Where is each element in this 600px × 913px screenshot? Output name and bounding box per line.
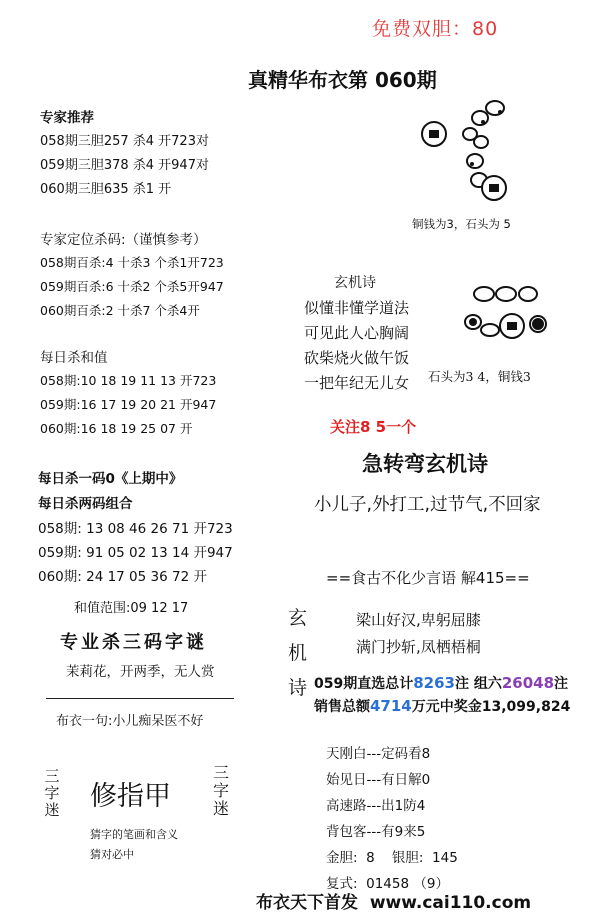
- sales-line-2: [314, 696, 570, 716]
- vertical-title-char: 机: [288, 642, 308, 664]
- expert-line: 058期三胆257 杀4 开723对: [40, 134, 209, 149]
- riddle-title: 专业杀三码字谜: [60, 632, 207, 653]
- xuanji-line: 似懂非懂学道法: [304, 299, 410, 317]
- gold-silver-line: 金胆: 8 银胆: 145: [326, 850, 458, 866]
- daily-kill-two-line: 058期: 13 08 46 26 71 开723: [38, 521, 233, 537]
- figure1-caption: 铜钱为3，石头为 5: [412, 217, 511, 231]
- clue-line: 背包客---有9来5: [326, 824, 426, 840]
- riddle-main: 修指甲: [90, 781, 171, 812]
- clue-line: 天刚白---定码看8: [326, 746, 431, 762]
- verse-line: 满门抄斩,凤栖梧桐: [356, 638, 481, 656]
- coins-stones-figure-2: [458, 280, 550, 350]
- riddle-label-right: 三字迷: [212, 763, 229, 818]
- riddle-note: 猜对必中: [90, 848, 134, 861]
- footer-site: 布衣天下首发 www.cai110.com: [256, 893, 532, 913]
- riddle-note: 猜字的笔画和含义: [90, 828, 178, 841]
- position-kill-line: 060期百杀:2 十杀7 个杀4开: [40, 303, 200, 318]
- buyi-line: 布衣一句:小儿痴呆医不好: [56, 714, 204, 729]
- xuanji-line: 一把年纪无儿女: [304, 374, 410, 392]
- proverb-line: ==食古不化少言语 解415==: [326, 569, 530, 587]
- follow-note: 关注8 5一个: [330, 418, 417, 436]
- sales-label: 注 组六: [454, 676, 502, 692]
- riddle-label-left: 三字迷: [44, 767, 60, 819]
- vertical-title-char: 玄: [288, 607, 308, 629]
- expert-line: 060期三胆635 杀1 开: [40, 182, 172, 197]
- expert-line: 059期三胆378 杀4 开947对: [40, 158, 209, 173]
- daily-kill-one-title: 每日杀一码0《上期中》: [38, 471, 183, 487]
- sales-label: 059期直选总计: [314, 676, 414, 692]
- daily-kill-two-line: 059期: 91 05 02 13 14 开947: [38, 545, 233, 561]
- daily-kill-two-line: 060期: 24 17 05 36 72 开: [38, 569, 207, 585]
- clue-line: 始见日---有日解0: [326, 772, 431, 788]
- daily-sum-line: 059期:16 17 19 20 21 开947: [40, 397, 217, 412]
- direct-total-number: 8263: [413, 674, 455, 692]
- verse-line: 梁山好汉,卑躬屈膝: [356, 611, 481, 629]
- xuanji-line: 可见此人心胸阔: [304, 324, 410, 342]
- page-title: 真精华布衣第 060期: [248, 68, 437, 92]
- expert-title: 专家推荐: [40, 110, 94, 126]
- divider: [46, 698, 234, 699]
- compound-line: 复式: 01458 （9）: [326, 876, 449, 892]
- daily-kill-two-title: 每日杀两码组合: [38, 496, 133, 512]
- sales-label: 万元中奖金13,099,824: [411, 699, 571, 715]
- position-kill-line: 058期百杀:4 十杀3 个杀1开723: [40, 255, 224, 270]
- clue-line: 高速路---出1防4: [326, 798, 426, 814]
- position-kill-line: 059期百杀:6 十杀2 个杀5开947: [40, 279, 224, 294]
- figure2-caption: 石头为3 4，铜钱3: [428, 369, 531, 384]
- sales-total-number: 4714: [370, 697, 412, 715]
- sales-label: 注: [554, 676, 569, 692]
- daily-sum-line: 058期:10 18 19 11 13 开723: [40, 373, 217, 388]
- brain-teaser-title: 急转弯玄机诗: [362, 452, 488, 476]
- sales-line-1: [314, 673, 568, 693]
- daily-sum-title: 每日杀和值: [40, 350, 108, 366]
- position-kill-title: 专家定位杀码:（谨慎参考）: [40, 232, 207, 248]
- brain-teaser-line: 小儿子,外打工,过节气,不回家: [314, 495, 541, 515]
- sales-label: 销售总额: [314, 699, 370, 715]
- xuanji-title: 玄机诗: [334, 275, 376, 291]
- coins-stones-figure-1: [408, 92, 518, 204]
- group6-total-number: 26048: [501, 674, 555, 692]
- free-double-banner: 免费双胆：80: [372, 18, 499, 40]
- sum-range: 和值范围:09 12 17: [74, 601, 189, 616]
- xuanji-line: 砍柴烧火做午饭: [304, 349, 410, 367]
- vertical-title-char: 诗: [288, 677, 308, 699]
- riddle-text: 茉莉花，开两季，无人赏: [66, 664, 215, 680]
- daily-sum-line: 060期:16 18 19 25 07 开: [40, 421, 193, 436]
